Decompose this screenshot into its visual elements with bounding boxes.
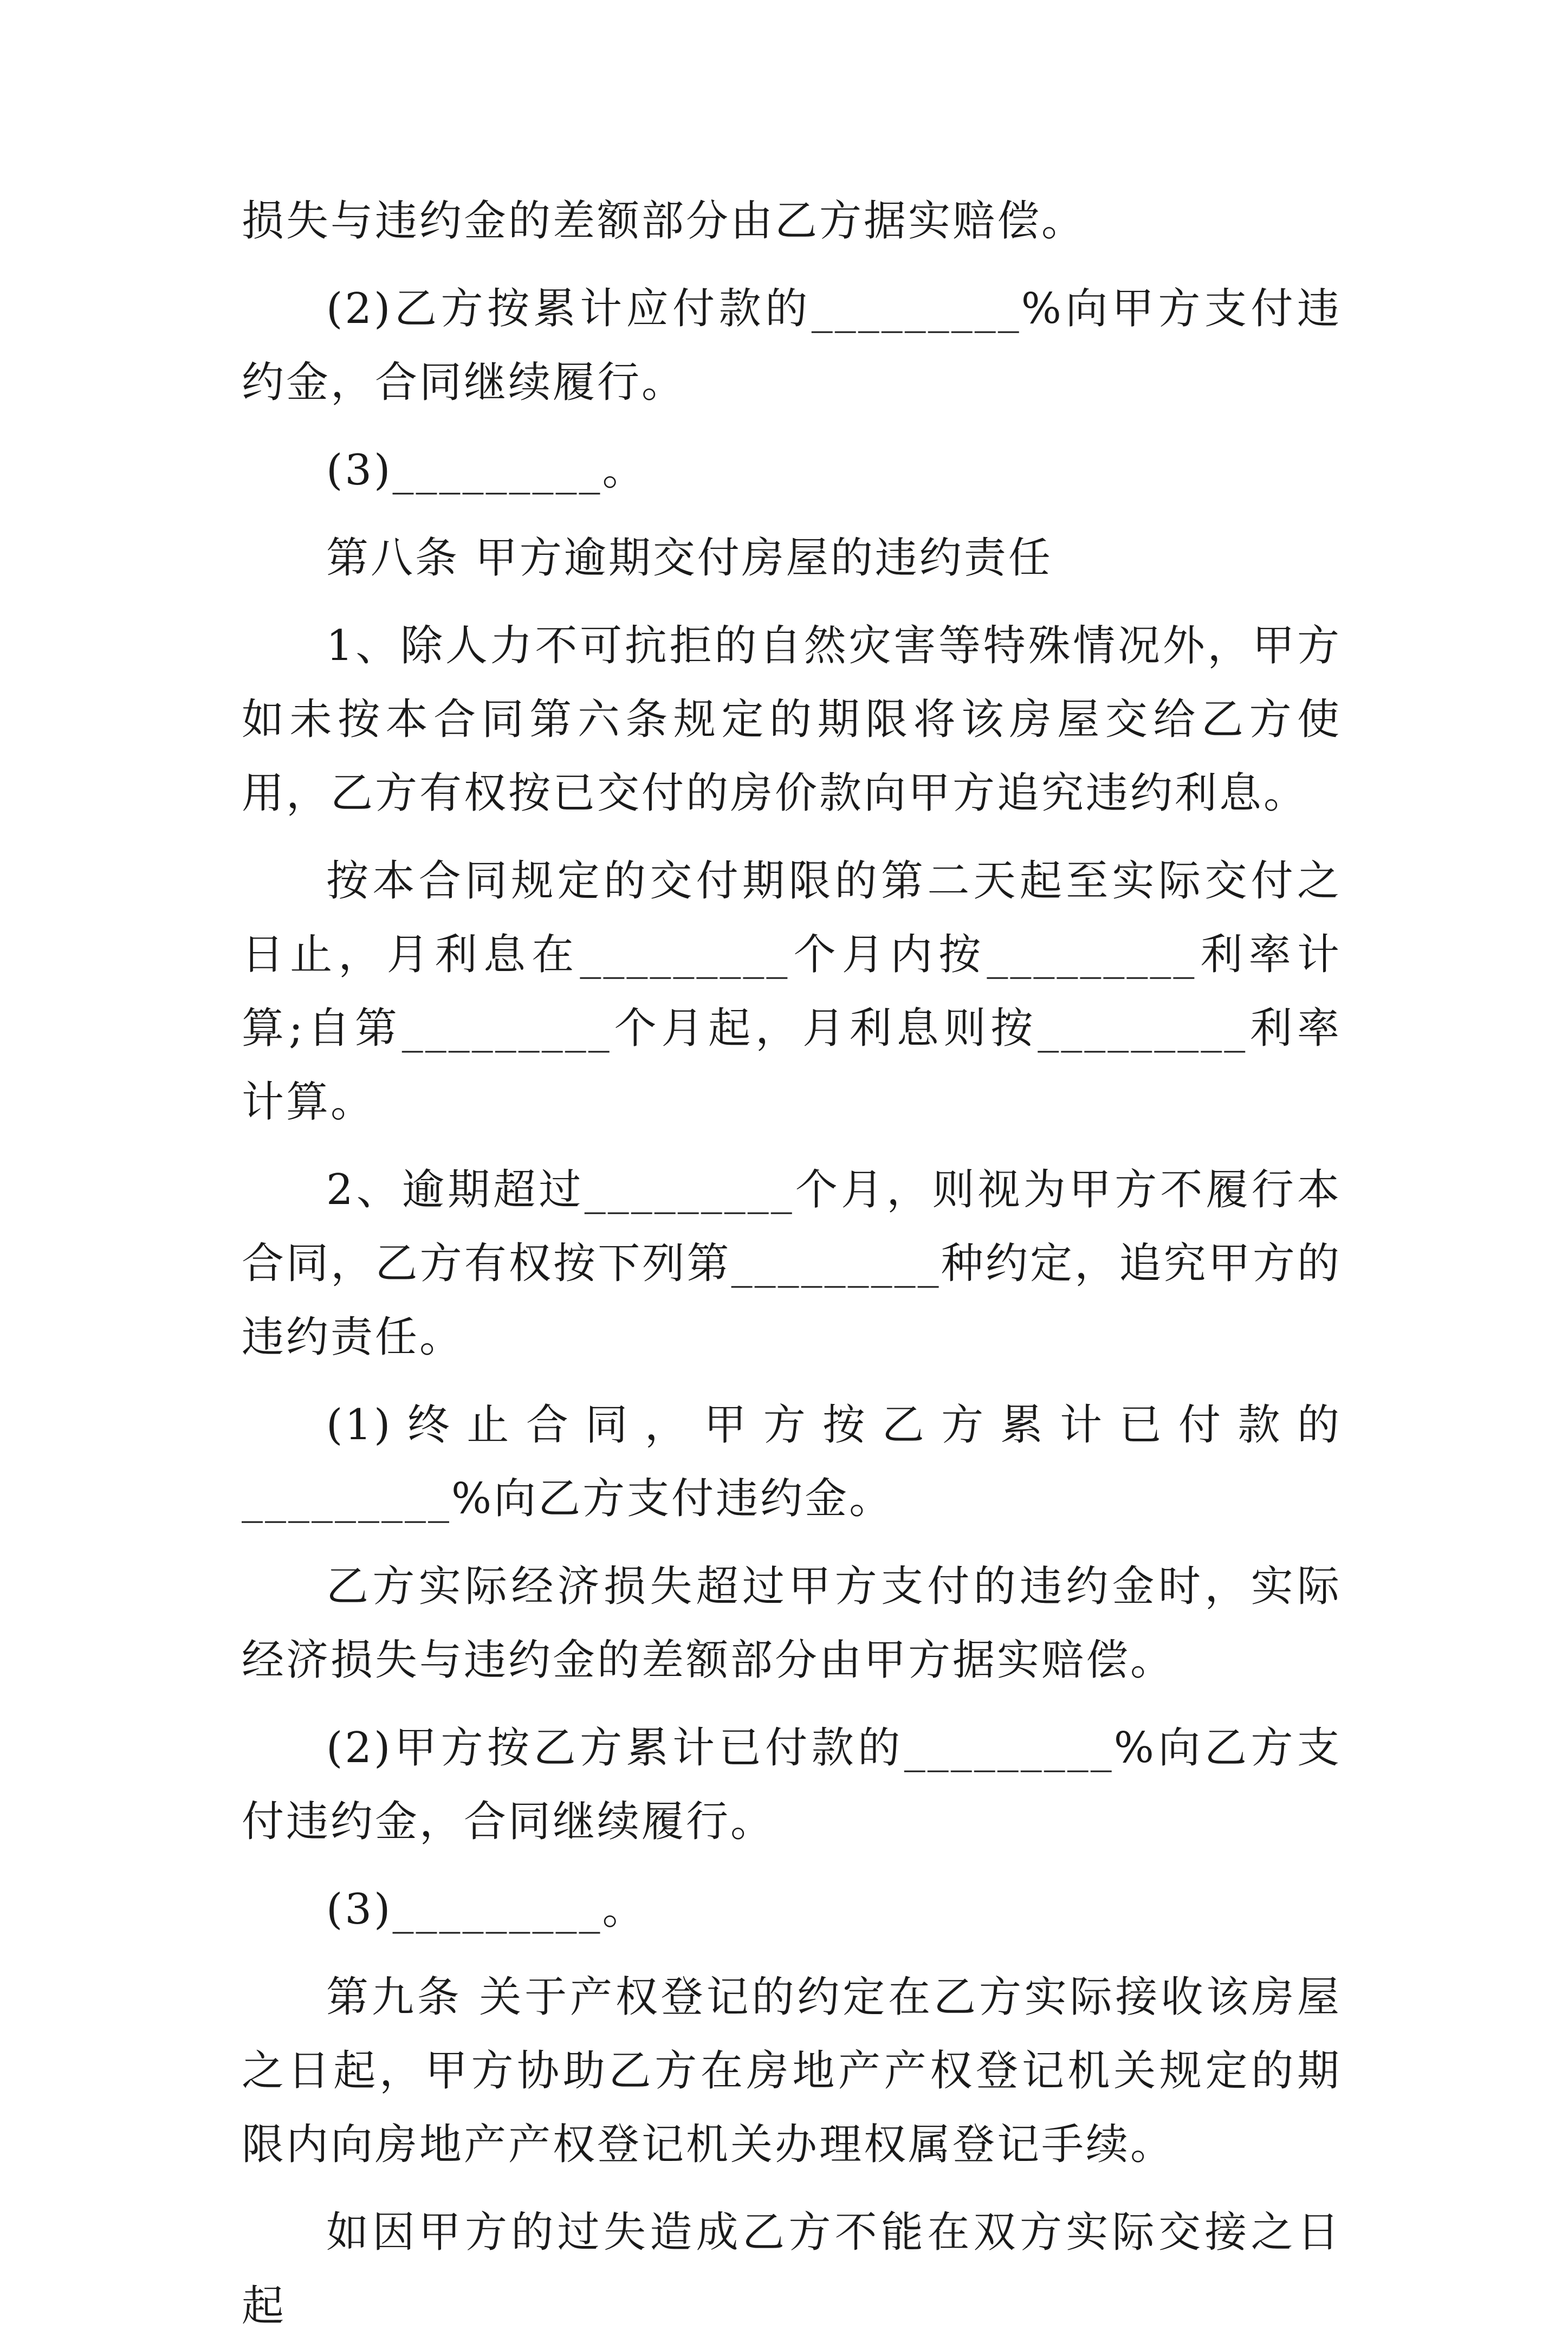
article-8-heading: 第八条 甲方逾期交付房屋的违约责任 — [326, 534, 1053, 582]
article-8-item-2-option-2: (2)甲方按乙方累计已付款的_________%向乙方支付违约金，合同继续履行。 — [242, 1724, 1342, 1846]
article-9-continuation: 如因甲方的过失造成乙方不能在双方实际交接之日起 — [242, 2208, 1342, 2331]
paragraph-clause-3: (3)_________。 — [326, 446, 647, 495]
paragraph-continuation: 损失与违约金的差额部分由乙方据实赔偿。 — [242, 197, 1086, 245]
article-8-item-2-option-1: (1)终止合同，甲方按乙方累计已付款的_________%向乙方支付违约金。 — [242, 1401, 1342, 1523]
paragraph-clause-2: (2)乙方按累计应付款的_________%向甲方支付违约金，合同继续履行。 — [242, 284, 1342, 407]
document-body — [242, 184, 1342, 2343]
article-8-item-1: 1、除人力不可抗拒的自然灾害等特殊情况外，甲方如未按本合同第六条规定的期限将该房屋交给乙方使用，乙方有权按已交付的房价款向甲方追究违约利息。 — [242, 622, 1342, 818]
article-8-interest: 按本合同规定的交付期限的第二天起至实际交付之日止，月利息在_________个月内按_________利率计算;自第_________个月起，月利息则按_________利率计算。 — [242, 857, 1342, 1127]
article-8-loss-compensation: 乙方实际经济损失超过甲方支付的违约金时，实际经济损失与违约金的差额部分由甲方据实赔偿。 — [242, 1562, 1342, 1685]
article-8-item-2: 2、逾期超过_________个月，则视为甲方不履行本合同，乙方有权按下列第_________种约定，追究甲方的违约责任。 — [242, 1166, 1342, 1362]
article-9-heading: 第九条 关于产权登记的约定在乙方实际接收该房屋之日起，甲方协助乙方在房地产产权登记机关规定的期限内向房地产产权登记机关办理权属登记手续。 — [242, 1973, 1342, 2169]
article-8-item-2-option-3: (3)_________。 — [326, 1885, 647, 1934]
